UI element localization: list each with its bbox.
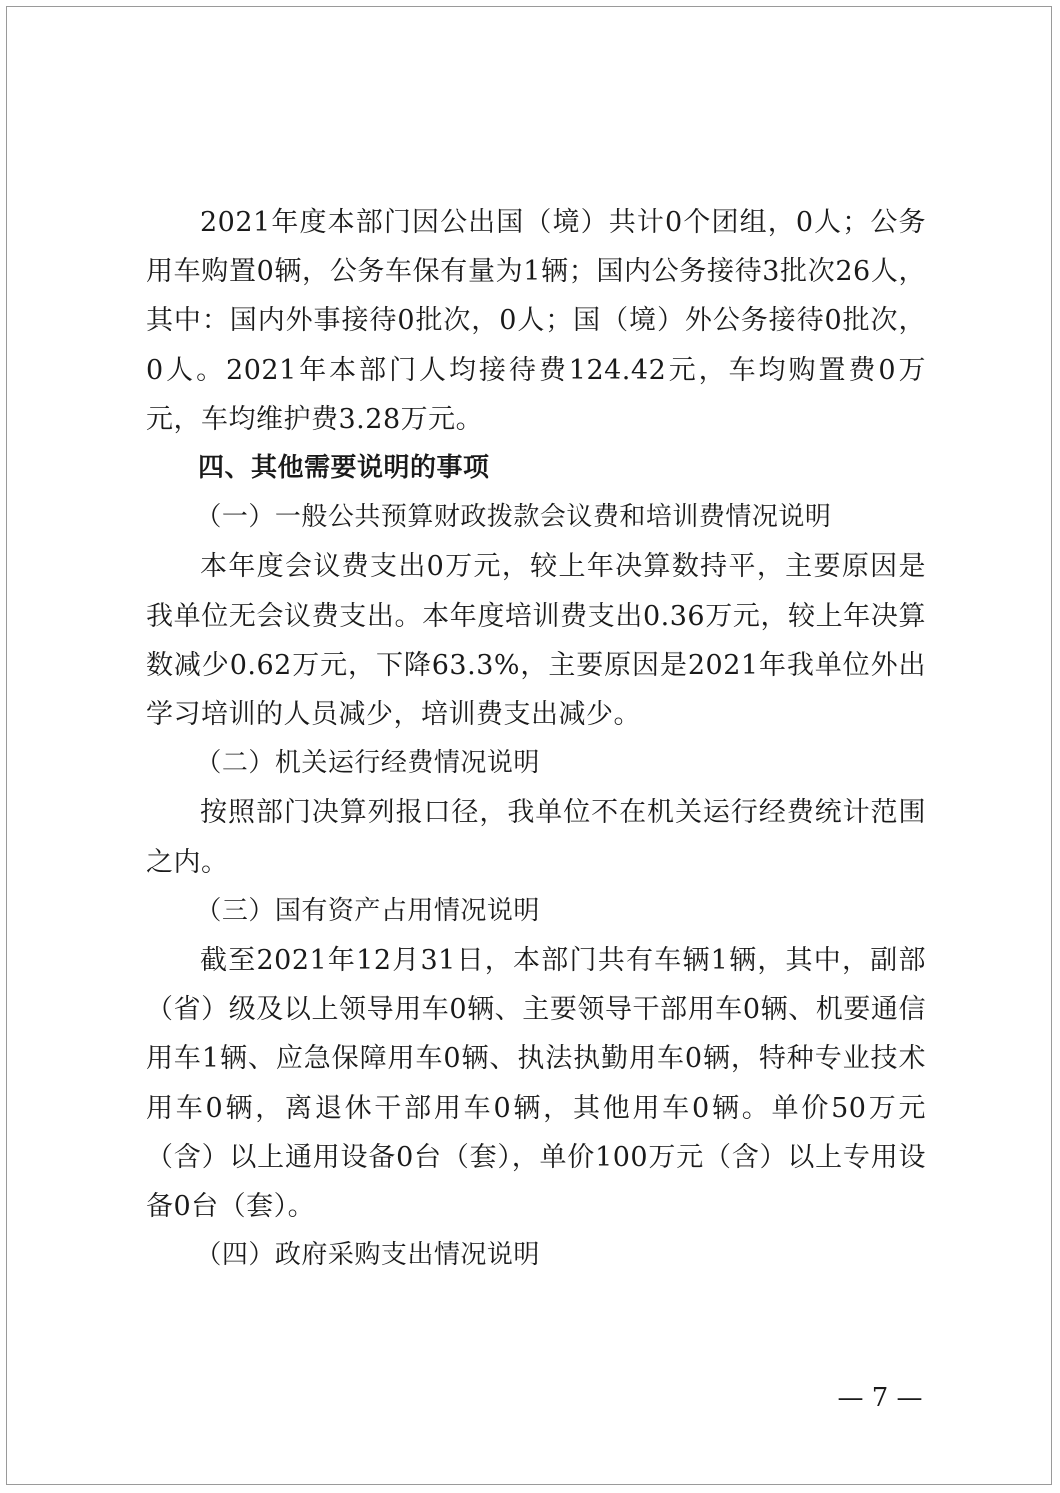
section-heading-other-matters: 四、其他需要说明的事项 [198, 453, 490, 484]
paragraph-state-assets: 截至2021年12月31日，本部门共有车辆1辆，其中，副部（省）级及以上领导用车0辆、主要领导干部用车0辆、机要通信用车1辆、应急保障用车0辆、执法执勤用车0辆，特种专业技术用车0辆，离退休干部用车0辆，其他用车0辆。单价50万元（含）以上通用设备0台（套），单价100万元（含）以上专用设备0台（套）。 [146, 945, 926, 1223]
paragraph-operating-expenses: 按照部门决算列报口径，我单位不在机关运行经费统计范围之内。 [146, 797, 926, 878]
paragraph-foreign-visits-reception: 2021年度本部门因公出国（境）共计0个团组，0人；公务用车购置0辆，公务车保有量为1辆；国内公务接待3批次26人，其中：国内外事接待0批次，0人；国（境）外公务接待0批次，0人。2021年本部门人均接待费124.42元，车均购置费0万元，车均维护费3.28万元。 [146, 207, 926, 435]
subheading-state-assets: （三）国有资产占用情况说明 [195, 895, 540, 926]
paragraph-meeting-training-fees: 本年度会议费支出0万元，较上年决算数持平，主要原因是我单位无会议费支出。本年度培训费支出0.36万元，较上年决算数减少0.62万元，下降63.3%，主要原因是2021年我单位外出学习培训的人员减少，培训费支出减少。 [146, 551, 926, 731]
document-body [146, 198, 926, 1280]
subheading-meeting-training-fees: （一）一般公共预算财政拨款会议费和培训费情况说明 [195, 502, 832, 533]
page-number: — 7 — [837, 1383, 923, 1413]
subheading-government-procurement: （四）政府采购支出情况说明 [195, 1240, 540, 1271]
subheading-operating-expenses: （二）机关运行经费情况说明 [195, 748, 540, 779]
